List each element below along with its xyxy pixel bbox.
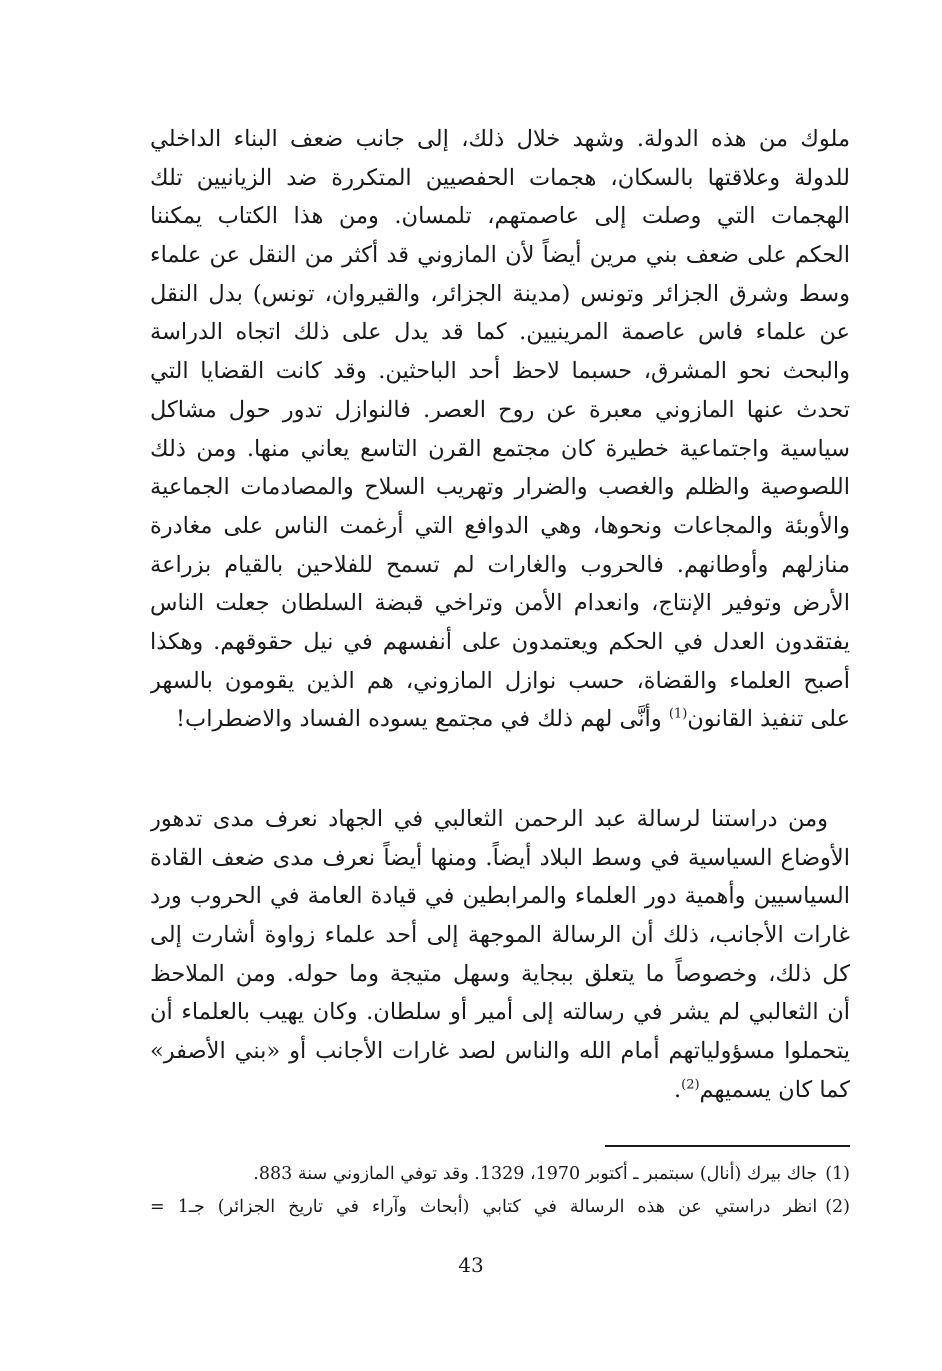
footnote-text: جاك بيرك (أنال) سبتمبر ـ أكتوبر 1970، 1329. وقد توفي المازوني سنة 883.: [253, 1164, 818, 1184]
text-line: تحدث عنها المازوني معبرة عن روح العصر. فالنوازل تدور حول مشاكل: [150, 396, 850, 423]
footnote-number: (2): [825, 1197, 850, 1217]
text-line: الحكم على ضعف بني مرين أيضاً لأن المازوني قد أكثر من النقل عن علماء: [150, 242, 850, 269]
text-line: وسط وشرق الجزائر وتونس (مدينة الجزائر، والقيروان، تونس) بدل النقل: [150, 280, 850, 307]
text-line: الهجمات التي وصلت إلى عاصمتهم، تلمسان. ومن هذا الكتاب يمكننا: [150, 203, 850, 230]
line-text-end: وأنَّى لهم ذلك في مجتمع يسوده الفساد والاضطراب!: [175, 706, 669, 733]
footnote-separator: [605, 1145, 850, 1147]
text-line: والأوبئة والمجاعات ونحوها، وهي الدوافع التي أرغمت الناس على مغادرة: [150, 512, 850, 539]
text-line: للدولة وعلاقتها بالسكان، هجمات الحفصيين المتكررة ضد الزيانيين تلك: [150, 164, 850, 191]
footnote-ref-2: (2): [681, 1077, 700, 1093]
paragraph-2: [150, 800, 850, 1110]
text-line: اللصوصية والظلم والغصب والضرار وتهريب السلاح والمصادمات الجماعية: [150, 474, 850, 501]
text-line-last: [150, 700, 850, 739]
text-line: كل ذلك، وخصوصاً ما يتعلق ببجاية وسهل متيجة وما حوله. ومن الملاحظ: [150, 960, 850, 987]
line-text-start: كما كان يسميهم: [699, 1076, 850, 1103]
text-line: سياسية واجتماعية خطيرة كان مجتمع القرن التاسع يعاني منها. ومن ذلك: [150, 435, 850, 462]
text-line: الأوضاع السياسية في وسط البلاد أيضاً. ومنها أيضاً نعرف مدى ضعف القادة: [150, 844, 850, 871]
text-line: يفتقدون العدل في الحكم ويعتمدون على أنفسهم في نيل حقوقهم. وهكذا: [150, 628, 850, 655]
paragraph-1: [150, 120, 850, 739]
text-line: السياسيين وأهمية دور العلماء والمرابطين في قيادة العامة في الحروب ورد: [150, 883, 850, 910]
text-line: عن علماء فاس عاصمة المرينيين. كما قد يدل على ذلك اتجاه الدراسة: [150, 319, 850, 346]
footnote-ref-1: (1): [668, 706, 688, 722]
page-number: 43: [458, 1253, 484, 1277]
text-line: أصبح العلماء والقضاة، حسب نوازل المازوني، هم الذين يقومون بالسهر: [150, 667, 850, 694]
footnotes: [150, 1158, 850, 1224]
text-line-last: [150, 1071, 850, 1110]
text-line: منازلهم وأوطانهم. فالحروب والغارات لم تسمح للفلاحين بالقيام بزراعة: [150, 551, 850, 578]
text-line: يتحملوا مسؤولياتهم أمام الله والناس لصد غارات الأجانب أو «بني الأصفر»: [150, 1038, 850, 1065]
line-text-start: على تنفيذ القانون: [687, 706, 850, 733]
footnote-1: [150, 1158, 850, 1191]
text-line: والبحث نحو المشرق، حسبما لاحظ أحد الباحثين. وقد كانت القضايا التي: [150, 358, 850, 385]
line-text-end: .: [673, 1076, 682, 1103]
text-line: الأرض وتوفير الإنتاج، وانعدام الأمن وتراخي قبضة السلطان جعلت الناس: [150, 590, 850, 617]
footnote-text: انظر دراستي عن هذه الرسالة في كتابي (أبحاث وآراء في تاريخ الجزائر) جـ1 =: [150, 1197, 818, 1217]
text-line: أن الثعالبي لم يشر في رسالته إلى أمير أو سلطان. وكان يهيب بالعلماء أن: [150, 999, 850, 1026]
text-line: ومن دراستنا لرسالة عبد الرحمن الثعالبي في الجهاد نعرف مدى تدهور: [150, 806, 828, 832]
footnote-number: (1): [825, 1164, 850, 1184]
text-line: ملوك من هذه الدولة. وشهد خلال ذلك، إلى جانب ضعف البناء الداخلي: [150, 126, 850, 152]
text-line: غارات الأجانب، ذلك أن الرسالة الموجهة إلى أحد علماء زواوة أشارت إلى: [150, 922, 850, 949]
footnote-2: [150, 1191, 850, 1224]
